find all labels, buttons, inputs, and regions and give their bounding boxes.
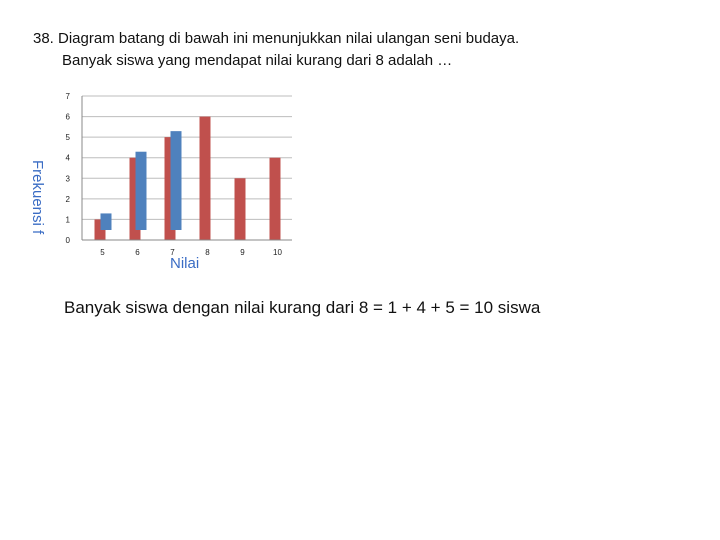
y-tick-6: 6 — [65, 112, 70, 122]
x-tick-10: 10 — [273, 248, 282, 257]
bar-blue-7 — [171, 131, 182, 230]
x-tick-9: 9 — [240, 248, 245, 257]
y-tick-0: 0 — [65, 236, 70, 245]
y-tick-3: 3 — [65, 174, 70, 184]
y-axis-label: Frekuensi f — [29, 160, 46, 235]
bar-blue-5 — [101, 213, 112, 230]
chart-grid — [82, 96, 292, 240]
x-tick-8: 8 — [205, 248, 210, 257]
x-tick-6: 6 — [135, 248, 140, 257]
answer-text: Banyak siswa dengan nilai kurang dari 8 = 1 + 4 + 5 = 10 siswa — [64, 298, 541, 317]
y-tick-4: 4 — [65, 153, 70, 163]
bar-red-10 — [270, 158, 281, 240]
y-tick-5: 5 — [65, 133, 70, 143]
x-tick-5: 5 — [100, 248, 105, 257]
x-axis-label: Nilai — [170, 255, 200, 272]
x-tick-7: 7 — [170, 248, 175, 257]
y-tick-labels — [66, 92, 71, 245]
y-tick-1: 1 — [65, 215, 70, 225]
question-line-2: Banyak siswa yang mendapat nilai kurang dari 8 adalah … — [62, 52, 453, 69]
bar-blue-6 — [136, 152, 147, 230]
bar-red-8 — [200, 117, 211, 240]
y-tick-7: 7 — [65, 92, 70, 101]
bar-red-9 — [235, 178, 246, 240]
y-tick-2: 2 — [65, 194, 70, 204]
question-line-1: 38. Diagram batang di bawah ini menunjukkan nilai ulangan seni budaya. — [33, 30, 520, 47]
